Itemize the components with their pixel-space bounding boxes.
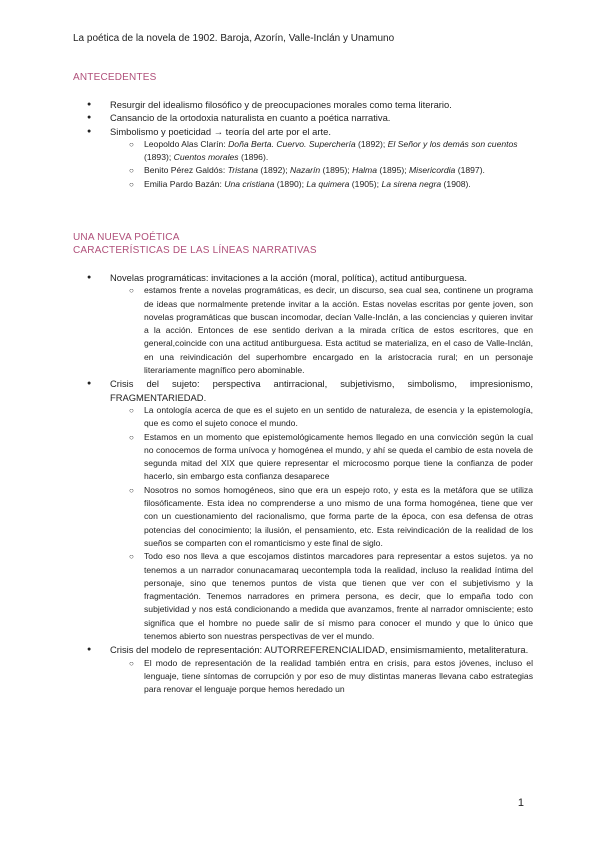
list-item: ● Cansancio de la ortodoxia naturalista en cuanto a poética narrativa. bbox=[73, 111, 533, 124]
antecedentes-list bbox=[73, 98, 533, 191]
list-item: ● Novelas programáticas: invitaciones a la acción (moral, política), actitud antiburguesa. bbox=[73, 271, 533, 284]
author-name: Leopoldo Alas Clarín: bbox=[144, 138, 229, 149]
section-antecedentes bbox=[73, 71, 157, 84]
work-date: (1895); bbox=[376, 165, 409, 176]
work-title: Misericordia bbox=[409, 165, 456, 176]
sub-list-item: ○ Todo eso nos lleva a que escojamos distintos marcadores para representar a estos sujetos. ya no tenemos a un narrador conunacamaraq uecontempla toda la realidad, incluso la realidad íntima del personaje, sino que tenemos puntos de vista que tienen que ver con el subjetivismo y la fragmentación. Tenemos narradores en primera persona, es decir, que lo empaña todo con subjetividad y nos está condicionando a medida que avanzamos, frente al narrador omnisciente; esto significa que el hombre no puede salir de sí mismo para conocer el mundo y que lo único que tenemos abierto son nuestras perspectivas de ver el mundo. bbox=[73, 550, 533, 643]
sub-list-item: ○ Estamos en un momento que epistemológicamente hemos llegado en una convicción según la cual no conocemos de forma unívoca y homogénea el mundo, y ahí se queda el cambio de esta novela de segunda mitad del XIX que quiere representar el microcosmo porque tiene la confianza de poder hacerlo, sin embargo esta confianza desaparece bbox=[73, 431, 533, 484]
section-subtitle: CARACTERÍSTICAS DE LAS LÍNEAS NARRATIVAS bbox=[73, 245, 317, 256]
sub-list-item bbox=[73, 138, 533, 165]
work-date: (1897). bbox=[455, 165, 485, 176]
work-title: La quimera bbox=[306, 178, 350, 189]
list-item: ● Crisis del sujeto: perspectiva antirracional, subjetivismo, simbolismo, impresionismo, FRAGMENTARIEDAD. bbox=[73, 377, 533, 404]
caracteristicas-list bbox=[73, 271, 533, 697]
author-name: Emilia Pardo Bazán: bbox=[144, 178, 225, 189]
sub-list-item bbox=[73, 164, 533, 177]
work-date: (1890); bbox=[274, 178, 307, 189]
work-date: (1892); bbox=[258, 165, 291, 176]
work-date: (1908). bbox=[441, 178, 471, 189]
work-title: Cuentos morales bbox=[173, 152, 239, 163]
sub-list-item: ○ La ontología acerca de que es el sujeto en un sentido de naturaleza, de esencia y la epistemología, que es como el sujeto conoce el mundo. bbox=[73, 404, 533, 431]
page-number: 1 bbox=[517, 797, 524, 809]
author-name: Benito Pérez Galdós: bbox=[144, 165, 228, 176]
work-title: Una cristiana bbox=[224, 178, 275, 189]
work-title: Doña Berta. Cuervo. Superchería bbox=[228, 138, 356, 149]
work-date: (1893); bbox=[144, 152, 174, 163]
list-item: ● Crisis del modelo de representación: AUTORREFERENCIALIDAD, ensimismamiento, metaliteratura. bbox=[73, 643, 533, 656]
sub-list-item bbox=[73, 178, 533, 191]
section-nueva-poetica bbox=[73, 231, 317, 257]
sub-list-item: ○ El modo de representación de la realidad también entra en crisis, para estos jóvenes, incluso el lenguaje, tiene síntomas de corrupción y por eso de muy distintas maneras llevana cabo estrategias para renovar el lenguaje porque hemos heredado un bbox=[73, 657, 533, 697]
work-date: (1905); bbox=[349, 178, 382, 189]
work-date: (1895); bbox=[320, 165, 353, 176]
work-title: La sirena negra bbox=[381, 178, 442, 189]
work-title: El Señor y los demás son cuentos bbox=[387, 138, 518, 149]
list-item: ● Simbolismo y poeticidad → teoría del arte por el arte. bbox=[73, 125, 533, 138]
section-title: UNA NUEVA POÉTICA bbox=[73, 232, 180, 243]
sub-list-item: ○ Nosotros no somos homogéneos, sino que era un espejo roto, y esta es la metáfora que se utiliza filosóficamente. Esta idea no comprenderse a uno mismo de una forma homogénea, tiene que ver con un cuestionamiento del racionalismo, que forma parte de la época, con esa defensa de otras potencias del conocimiento; la ilusión, el pensamiento, etc. Esta reivindicación de la realidad de los sueños se comparten con el romanticismo y este final de siglo. bbox=[73, 484, 533, 550]
work-title: Nazarín bbox=[290, 165, 321, 176]
work-date: (1892); bbox=[355, 138, 388, 149]
work-date: (1896). bbox=[238, 152, 269, 163]
work-title: Tristana bbox=[227, 165, 259, 176]
section-title: ANTECEDENTES bbox=[73, 72, 157, 83]
page-header: La poética de la novela de 1902. Baroja, Azorín, Valle-Inclán y Unamuno bbox=[73, 33, 395, 44]
list-item: ● Resurgir del idealismo filosófico y de preocupaciones morales como tema literario. bbox=[73, 98, 533, 111]
sub-list-item: ○ estamos frente a novelas programáticas, es decir, un discurso, sea cual sea, continene un programa de ideas que normalmente pretende invitar a la acción. Estas novelas escritas por gente joven, son novelas programáticas que buscan incomodar, decían Valle-Inclán, a las conciencias y quieren invitar a la acción. Entonces de ese sentido derivan a la mirada crítica de estos escritores, que en general,coincide con una actitud antiburguesa. Esta actitud se materializa, en el caso de Valle-Inclán, en una reivindicación del superhombre encargado en la aristocracia rural; en un personaje literariamente magnífico pero abominable. bbox=[73, 284, 533, 377]
work-title: Halma bbox=[352, 165, 377, 176]
